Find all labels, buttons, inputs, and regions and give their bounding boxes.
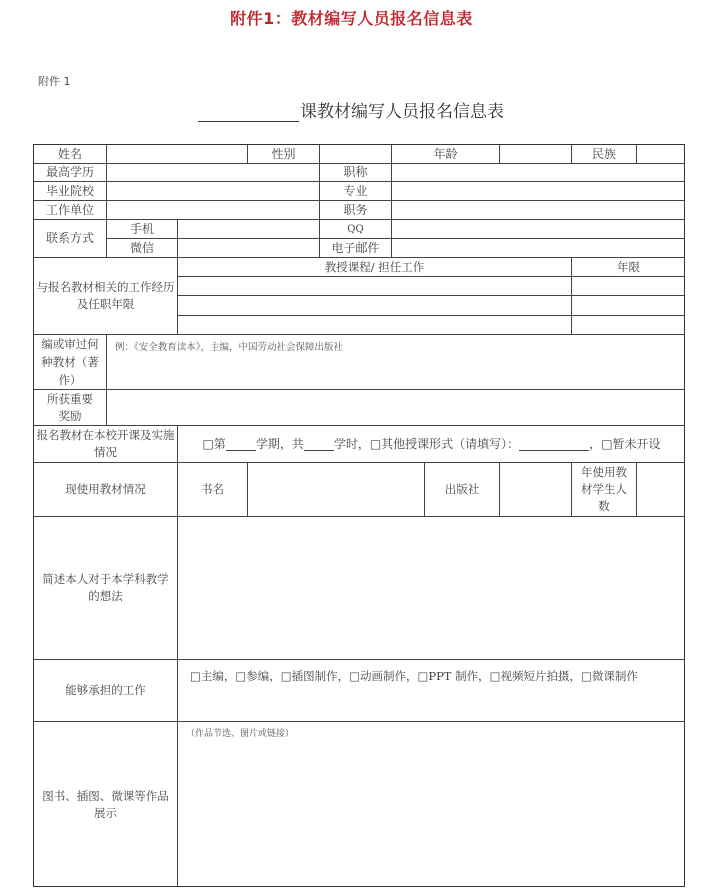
course-name-blank[interactable] xyxy=(198,104,299,122)
showcase-field[interactable] xyxy=(178,722,685,887)
job-title-label: 职称 xyxy=(320,164,392,182)
current-textbook-label: 现使用教材情况 xyxy=(34,463,178,517)
showcase-label: 图书、插图、微课等作品展示 xyxy=(34,722,178,887)
age-label: 年龄 xyxy=(392,145,500,164)
document-title-text: 课教材编写人员报名信息表 xyxy=(300,102,504,122)
email-field[interactable] xyxy=(392,239,685,258)
education-field[interactable] xyxy=(107,164,320,182)
other-form-blank[interactable] xyxy=(519,438,589,451)
experience-course-header: 教授课程/ 担任工作 xyxy=(178,258,572,277)
hours-text: 学时， xyxy=(333,436,370,451)
other-form-checkbox[interactable]: □其他授课形式（请填写）： xyxy=(369,436,520,451)
experience-course-field[interactable] xyxy=(178,277,572,296)
age-field[interactable] xyxy=(500,145,572,164)
ethnicity-field[interactable] xyxy=(637,145,685,164)
major-field[interactable] xyxy=(392,182,685,201)
showcase-hint: （作品节选、图片或链接） xyxy=(186,729,295,739)
major-label: 专业 xyxy=(320,182,392,201)
awards-field[interactable] xyxy=(107,390,685,426)
not-offered-checkbox[interactable]: ，□暂未开设 xyxy=(589,436,661,451)
experience-course-field[interactable] xyxy=(178,316,572,335)
edited-textbooks-field[interactable] xyxy=(107,335,685,390)
publisher-label: 出版社 xyxy=(425,463,500,517)
experience-years-field[interactable] xyxy=(572,296,685,316)
capable-work-options[interactable] xyxy=(178,660,685,722)
capable-work-label: 能够承担的工作 xyxy=(34,660,178,722)
school-label: 毕业院校 xyxy=(34,182,107,201)
gender-field[interactable] xyxy=(320,145,392,164)
experience-course-field[interactable] xyxy=(178,296,572,316)
contact-label: 联系方式 xyxy=(34,220,107,258)
course-status-options xyxy=(178,426,685,463)
awards-label: 所获重要奖励 xyxy=(34,390,107,426)
experience-label: 与报名教材相关的工作经历及任职年限 xyxy=(34,258,178,335)
semester-text: 学期，共 xyxy=(255,436,304,451)
name-field[interactable] xyxy=(107,145,248,164)
job-title-field[interactable] xyxy=(392,164,685,182)
phone-label: 手机 xyxy=(107,220,178,239)
semester-checkbox[interactable]: □第 xyxy=(202,436,226,451)
book-name-label: 书名 xyxy=(178,463,248,517)
course-status-label: 报名教材在本校开课及实施情况 xyxy=(34,426,178,463)
gender-label: 性别 xyxy=(248,145,320,164)
hours-blank[interactable] xyxy=(304,438,334,451)
publisher-field[interactable] xyxy=(500,463,572,517)
capable-work-checkboxes[interactable]: □主编，□参编，□插图制作，□动画制作，□PPT 制作，□视频短片拍摄，□微课制作 xyxy=(190,669,638,683)
email-label: 电子邮件 xyxy=(320,239,392,258)
position-field[interactable] xyxy=(392,201,685,220)
students-label: 年使用教材学生人数 xyxy=(572,463,637,517)
semester-blank[interactable] xyxy=(226,438,256,451)
qq-label: QQ xyxy=(320,220,392,239)
teaching-thoughts-label: 简述本人对于本学科教学的想法 xyxy=(34,517,178,660)
school-field[interactable] xyxy=(107,182,320,201)
wechat-field[interactable] xyxy=(178,239,320,258)
students-field[interactable] xyxy=(637,463,685,517)
attachment-label: 附件 1 xyxy=(38,75,71,88)
book-name-field[interactable] xyxy=(248,463,425,517)
name-label: 姓名 xyxy=(34,145,107,164)
page-banner-title: 附件1：教材编写人员报名信息表 xyxy=(230,9,473,28)
experience-years-header: 年限 xyxy=(572,258,685,277)
education-label: 最高学历 xyxy=(34,164,107,182)
wechat-label: 微信 xyxy=(107,239,178,258)
registration-form-table xyxy=(33,144,685,887)
teaching-thoughts-field[interactable] xyxy=(178,517,685,660)
experience-years-field[interactable] xyxy=(572,277,685,296)
position-label: 职务 xyxy=(320,201,392,220)
qq-field[interactable] xyxy=(392,220,685,239)
experience-years-field[interactable] xyxy=(572,316,685,335)
phone-field[interactable] xyxy=(178,220,320,239)
document-title xyxy=(198,97,504,122)
edited-textbooks-label: 编或审过何种教材（著作） xyxy=(34,335,107,390)
work-unit-label: 工作单位 xyxy=(34,201,107,220)
work-unit-field[interactable] xyxy=(107,201,320,220)
ethnicity-label: 民族 xyxy=(572,145,637,164)
edited-textbooks-example: 例：《安全教育读本》，主编，中国劳动社会保障出版社 xyxy=(115,342,344,353)
